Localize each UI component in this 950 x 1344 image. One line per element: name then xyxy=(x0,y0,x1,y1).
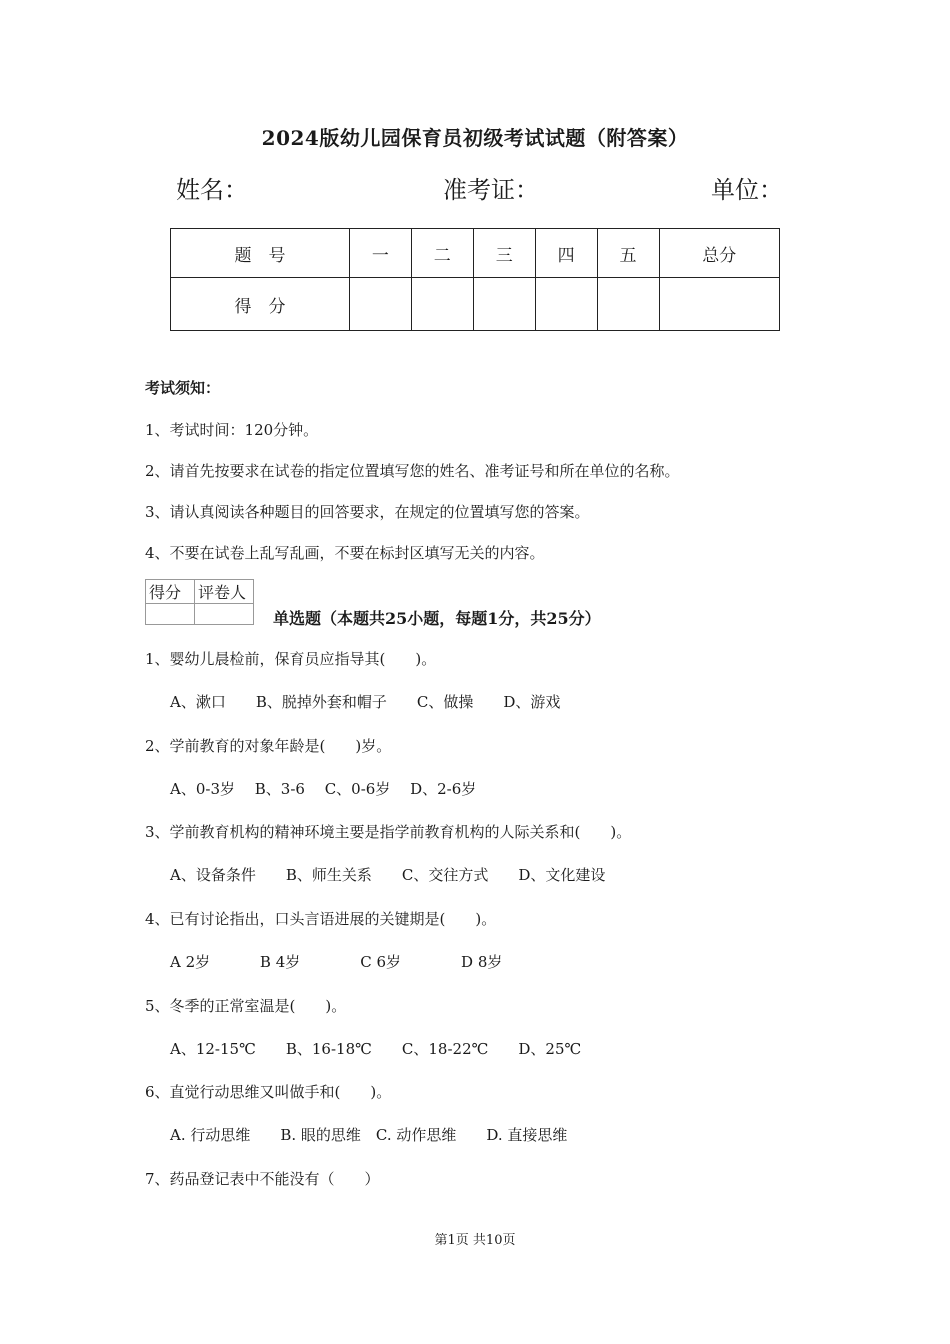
grader-score-cell[interactable] xyxy=(146,604,195,625)
notice-title: 考试须知： xyxy=(145,379,221,397)
section-title: 单选题（本题共25小题，每题1分，共25分） xyxy=(273,609,601,628)
score-header-cell: 总分 xyxy=(659,229,779,278)
score-table xyxy=(170,228,780,331)
score-row-label: 得 分 xyxy=(171,278,350,331)
score-header-cell: 一 xyxy=(349,229,411,278)
table-row xyxy=(146,580,254,604)
score-header-cell: 四 xyxy=(535,229,597,278)
notice-item: 4、不要在试卷上乱写乱画，不要在标封区填写无关的内容。 xyxy=(145,544,545,562)
score-input-cell[interactable] xyxy=(473,278,535,331)
question: 2、学前教育的对象年龄是( )岁。 xyxy=(145,737,392,755)
table-row xyxy=(171,229,780,278)
notice-item: 3、请认真阅读各种题目的回答要求，在规定的位置填写您的答案。 xyxy=(145,503,590,521)
question: 4、已有讨论指出，口头言语进展的关键期是( )。 xyxy=(145,910,497,928)
page-title: 2024版幼儿园保育员初级考试试题（附答案） xyxy=(261,126,689,150)
unit-label: 单位： xyxy=(711,176,783,204)
question-options: A. 行动思维 B. 眼的思维 C. 动作思维 D. 直接思维 xyxy=(170,1126,568,1144)
grader-box xyxy=(145,579,254,625)
name-label: 姓名： xyxy=(176,176,248,204)
page-footer: 第1页 共10页 xyxy=(434,1233,516,1248)
exam-number-label: 准考证： xyxy=(443,176,539,204)
question-options: A 2岁 B 4岁 C 6岁 D 8岁 xyxy=(170,953,503,971)
score-input-cell[interactable] xyxy=(597,278,659,331)
question: 7、药品登记表中不能没有（ ） xyxy=(145,1170,380,1188)
grader-reviewer-cell[interactable] xyxy=(195,604,254,625)
grader-score-label: 得分 xyxy=(146,580,195,604)
question-options: A、漱口 B、脱掉外套和帽子 C、做操 D、游戏 xyxy=(170,693,561,711)
score-input-cell[interactable] xyxy=(535,278,597,331)
table-row xyxy=(146,604,254,625)
question: 6、直觉行动思维又叫做手和( )。 xyxy=(145,1083,392,1101)
question-options: A、0-3岁 B、3-6 C、0-6岁 D、2-6岁 xyxy=(170,780,477,798)
question-options: A、设备条件 B、师生关系 C、交往方式 D、文化建设 xyxy=(170,866,606,884)
notice-item: 1、考试时间：120分钟。 xyxy=(145,421,319,439)
question: 1、婴幼儿晨检前，保育员应指导其( )。 xyxy=(145,650,437,668)
score-input-cell[interactable] xyxy=(349,278,411,331)
score-input-cell[interactable] xyxy=(411,278,473,331)
question: 3、学前教育机构的精神环境主要是指学前教育机构的人际关系和( )。 xyxy=(145,823,632,841)
score-header-cell: 题 号 xyxy=(171,229,350,278)
table-row xyxy=(171,278,780,331)
notice-item: 2、请首先按要求在试卷的指定位置填写您的姓名、准考证号和所在单位的名称。 xyxy=(145,462,680,480)
grader-reviewer-label: 评卷人 xyxy=(195,580,254,604)
score-input-cell[interactable] xyxy=(659,278,779,331)
question: 5、冬季的正常室温是( )。 xyxy=(145,997,347,1015)
score-header-cell: 二 xyxy=(411,229,473,278)
score-header-cell: 三 xyxy=(473,229,535,278)
question-options: A、12-15℃ B、16-18℃ C、18-22℃ D、25℃ xyxy=(170,1040,582,1058)
score-header-cell: 五 xyxy=(597,229,659,278)
